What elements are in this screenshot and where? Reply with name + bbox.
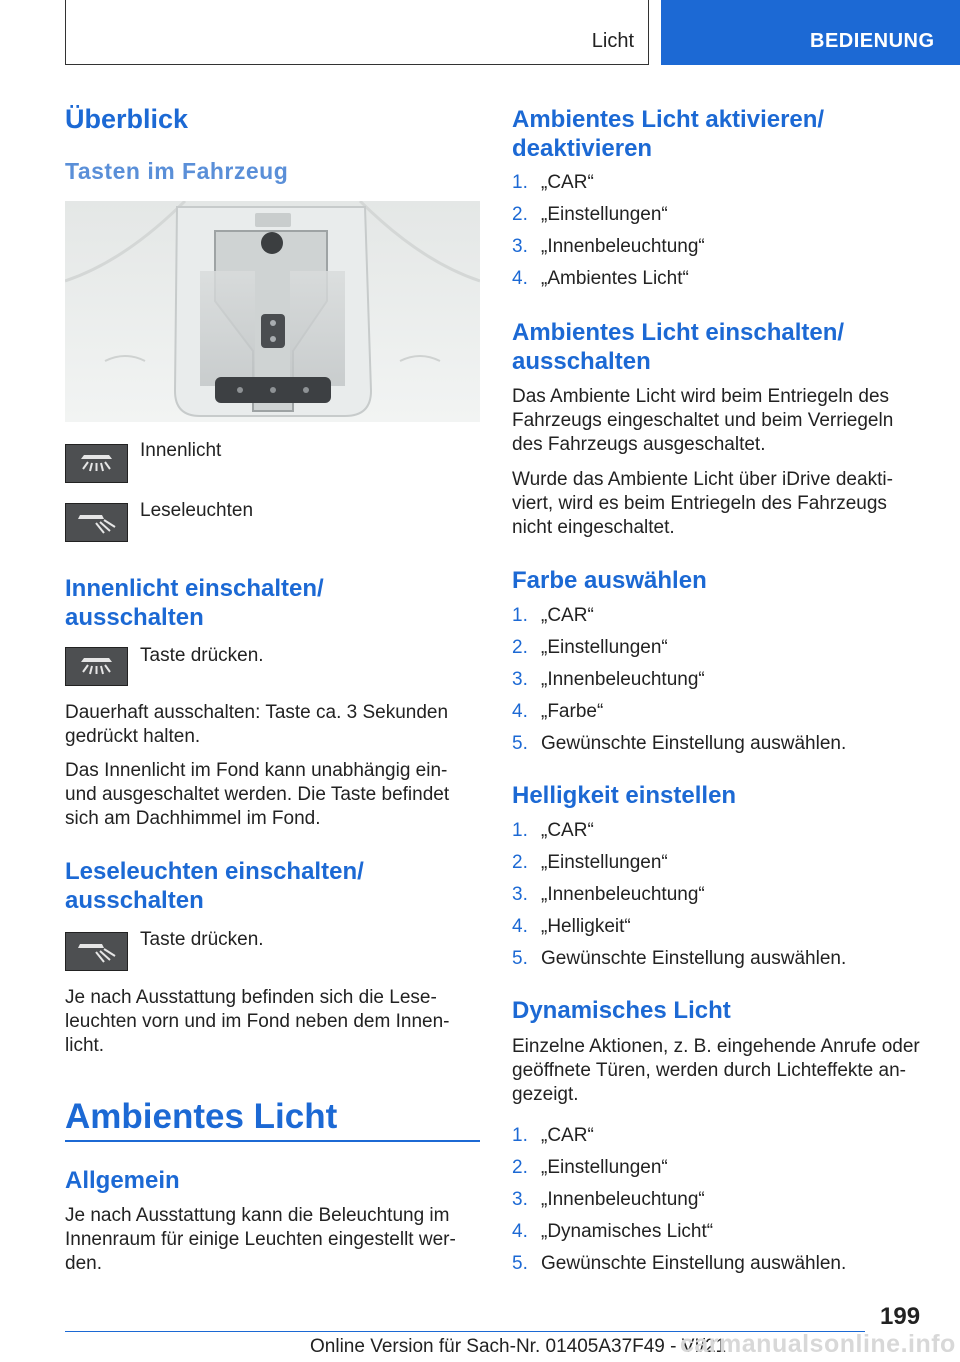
interior-light-icon	[65, 647, 128, 686]
list-item: 2. „Einstellungen“	[512, 204, 668, 225]
onoff-heading-line2: ausschalten	[512, 348, 651, 375]
innenlicht-paragraph-2: Das Innenlicht im Fond kann unabhängig ein- und ausgeschaltet werden. Die Taste befindet sich am Dachhimmel im Fond.	[65, 760, 450, 829]
reading-light-icon	[65, 503, 128, 542]
list-item: 4. „Dynamisches Licht“	[512, 1221, 714, 1242]
list-item: 2. „Einstellungen“	[512, 637, 668, 658]
list-item: 1. „CAR“	[512, 172, 594, 193]
header-frame	[65, 0, 649, 65]
buttons-subheading: Tasten im Fahrzeug	[65, 158, 289, 184]
headliner-console-image	[65, 201, 480, 422]
headliner-illustration	[65, 201, 480, 422]
list-item: 1. „CAR“	[512, 820, 594, 841]
page-number: 199	[880, 1303, 921, 1330]
brightness-heading: Helligkeit einstellen	[512, 782, 737, 809]
activate-heading-line1: Ambientes Licht aktivieren/	[512, 106, 825, 133]
list-item: 3. „Innenbeleuchtung“	[512, 1189, 705, 1210]
list-item: 5. Gewünschte Einstellung auswählen.	[512, 733, 847, 754]
leseleuchten-heading-line2: ausschalten	[65, 887, 204, 914]
title-rule	[65, 1140, 480, 1142]
press-button-text: Taste drücken.	[140, 645, 264, 666]
list-item: 2. „Einstellungen“	[512, 852, 668, 873]
interior-light-icon	[65, 444, 128, 483]
innenlicht-heading-line2: ausschalten	[65, 604, 204, 631]
ambient-light-title: Ambientes Licht	[65, 1097, 338, 1136]
innenlicht-heading-line1: Innenlicht einschalten/	[65, 575, 324, 602]
leseleuchten-paragraph: Je nach Ausstattung befinden sich die Lese-leuchten vorn und im Fond neben dem Innen-licht.	[65, 987, 450, 1056]
dynamic-paragraph: Einzelne Aktionen, z. B. eingehende Anrufe oder geöffnete Türen, werden durch Lichteffekte an-gezeigt.	[512, 1036, 920, 1105]
leseleuchten-key-label: Leseleuchten	[140, 500, 254, 521]
dynamic-heading: Dynamisches Licht	[512, 997, 731, 1024]
leseleuchten-heading-line1: Leseleuchten einschalten/	[65, 858, 364, 885]
list-item: 1. „CAR“	[512, 605, 594, 626]
overview-heading: Überblick	[65, 104, 189, 134]
color-steps-list	[512, 604, 846, 764]
watermark: carmanualsonline.info	[680, 1330, 956, 1358]
footer-version: Online Version für Sach-Nr. 01405A37F49 - VI/21	[310, 1336, 727, 1357]
onoff-paragraph-1: Das Ambiente Licht wird beim Entriegeln des Fahrzeugs eingeschaltet und beim Verriegeln des Fahrzeugs ausgeschaltet.	[512, 386, 894, 455]
activate-steps-list	[512, 171, 705, 299]
onoff-paragraph-2: Wurde das Ambiente Licht über iDrive deakti-viert, wird es beim Entriegeln des Fahrzeugs nicht eingeschaltet.	[512, 469, 893, 538]
list-item: 4. „Ambientes Licht“	[512, 268, 689, 289]
activate-heading-line2: deaktivieren	[512, 135, 653, 162]
press-button-text: Taste drücken.	[140, 929, 264, 950]
list-item: 3. „Innenbeleuchtung“	[512, 884, 705, 905]
list-item: 5. Gewünschte Einstellung auswählen.	[512, 948, 847, 969]
onoff-heading-line1: Ambientes Licht einschalten/	[512, 319, 845, 346]
brightness-steps-list	[512, 819, 846, 979]
list-item: 4. „Helligkeit“	[512, 916, 631, 937]
color-heading: Farbe auswählen	[512, 567, 707, 594]
chapter-tab[interactable]: BEDIENUNG	[661, 0, 960, 65]
list-item: 3. „Innenbeleuchtung“	[512, 669, 705, 690]
list-item: 5. Gewünschte Einstellung auswählen.	[512, 1253, 847, 1274]
section-title: Licht	[591, 30, 634, 52]
allgemein-paragraph: Je nach Ausstattung kann die Beleuchtung im Innenraum für einige Leuchten eingestellt wer-den.	[65, 1205, 456, 1274]
list-item: 1. „CAR“	[512, 1125, 594, 1146]
list-item: 3. „Innenbeleuchtung“	[512, 236, 705, 257]
allgemein-heading: Allgemein	[65, 1167, 180, 1194]
innenlicht-key-label: Innenlicht	[140, 440, 222, 461]
list-item: 4. „Farbe“	[512, 701, 604, 722]
innenlicht-paragraph-1: Dauerhaft ausschalten: Taste ca. 3 Sekunden gedrückt halten.	[65, 702, 449, 747]
reading-light-icon	[65, 932, 128, 971]
list-item: 2. „Einstellungen“	[512, 1157, 668, 1178]
dynamic-steps-list	[512, 1124, 846, 1284]
